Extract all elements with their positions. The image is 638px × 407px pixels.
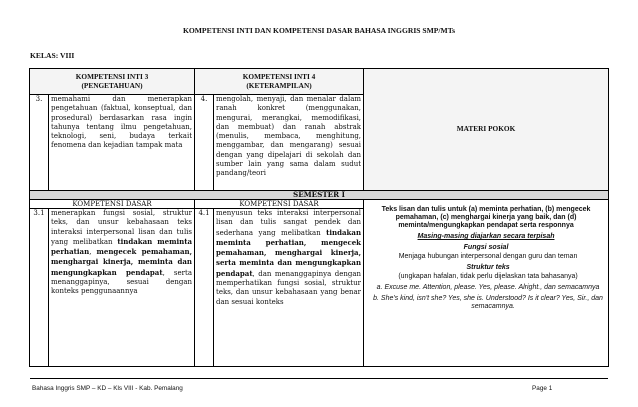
kd-header-row — [30, 200, 609, 209]
semester-row — [30, 191, 609, 200]
semester-label: SEMESTER I — [30, 191, 609, 200]
header-ki3 — [30, 69, 195, 95]
header-ki3-title: KOMPETENSI INTI 3 — [75, 72, 149, 81]
kd4-bold-1: tindakan meminta perhatian, mengecek pemahaman, menghargai kinerja, serta meminta dan mengungkapkan pendapat — [216, 227, 362, 278]
header-row — [30, 69, 609, 95]
materi-pokok-cell — [364, 200, 609, 367]
example-b: b. She's kind, isn't she? Yes, she is. Understood? Is it clear? Yes, Sir., dan semacamnya. — [373, 295, 603, 310]
document-title: KOMPETENSI INTI DAN KOMPETENSI DASAR BAHASA INGGRIS SMP/MTs — [182, 26, 456, 35]
struktur-teks-text: (ungkapan hafalan, tidak perlu dijelaskan tata bahasanya) — [398, 273, 578, 280]
ki3-text: memahami dan menerapkan pengetahuan (faktual, konseptual, dan prosedural) berdasarkan rasa ingin tahunya tentang ilmu pengetahuan, teknologi, seni, budaya terkait fenomena dan kejadian tampak mata — [49, 95, 195, 191]
ki4-text: mengolah, menyaji, dan menalar dalam ranah konkret (menggunakan, mengurai, merangkai, memodifikasi, dan membuat) dan ranah abstrak (menulis, membaca, menghitung, menggambar, dan mengarang) sesuai dengan yang dipelajari di sekolah dan sumber lain yang sama dalam sudut pandang/teori — [214, 95, 364, 191]
materi-note: Masing-masing diajarkan secara terpisah — [417, 233, 555, 240]
kd3-text-part3: , serta menanggapinya, sesuai dengan konteks penggunaannya — [51, 268, 193, 296]
header-ki4-subtitle: (KETERAMPILAN) — [246, 80, 312, 90]
footer-page-number: Page 1 — [532, 385, 553, 392]
header-ki3-subtitle: (PENGETAHUAN) — [81, 80, 143, 90]
kd-header-right: KOMPETENSI DASAR — [195, 200, 364, 209]
page-footer — [30, 378, 608, 392]
ki4-number: 4. — [195, 95, 214, 191]
kd4-text — [214, 209, 364, 367]
kd3-text-part1: menerapkan fungsi sosial, struktur teks, dan unsur kebahasaan teks interaksi interpersonal lisan dan tulis yang melibatkan — [51, 209, 193, 246]
example-a: a. Excuse me. Attention, please. Yes, please. Alright., dan semacamnya — [376, 284, 600, 291]
ki3-number: 3. — [30, 95, 49, 191]
header-materi: MATERI POKOK — [364, 69, 609, 191]
kd3-number: 3.1 — [30, 209, 49, 367]
header-ki4 — [195, 69, 364, 95]
kd3-bold-2: mengecek pemahaman, menghargai kinerja, meminta dan mengungkapkan pendapat — [51, 247, 193, 277]
kd3-text-part2: , — [89, 248, 97, 257]
kd4-number: 4.1 — [195, 209, 214, 367]
materi-intro: Teks lisan dan tulis untuk (a) meminta perhatian, (b) mengecek pemahaman, (c) menghargai kinerja yang baik, dan (d) meminta/mengungkapkan pendapat serta responnya — [381, 206, 591, 229]
fungsi-sosial-text: Menjaga hubungan interpersonal dengan guru dan teman — [398, 253, 578, 260]
competency-table — [29, 68, 609, 367]
footer-left: Bahasa Inggris SMP – KD – Kls VIII - Kab. Pemalang — [32, 385, 183, 392]
kd3-bold-1: tindakan meminta perhatian — [51, 236, 193, 257]
kd4-text-part2: , dan menanggapinya dengan memperhatikan fungsi sosial, struktur teks, dan unsur kebahasaan yang benar dan sesuai konteks — [216, 269, 362, 306]
kd3-text — [49, 209, 195, 367]
class-label: KELAS: VIII — [30, 51, 75, 60]
kd4-text-part1: menyusun teks interaksi interpersonal lisan dan tulis sangat pendek dan sederhana yang melibatkan — [216, 209, 362, 237]
struktur-teks-title: Struktur teks — [466, 264, 510, 271]
kd-header-left: KOMPETENSI DASAR — [30, 200, 195, 209]
header-ki4-title: KOMPETENSI INTI 4 — [242, 72, 316, 81]
fungsi-sosial-title: Fungsi sosial — [463, 244, 509, 251]
